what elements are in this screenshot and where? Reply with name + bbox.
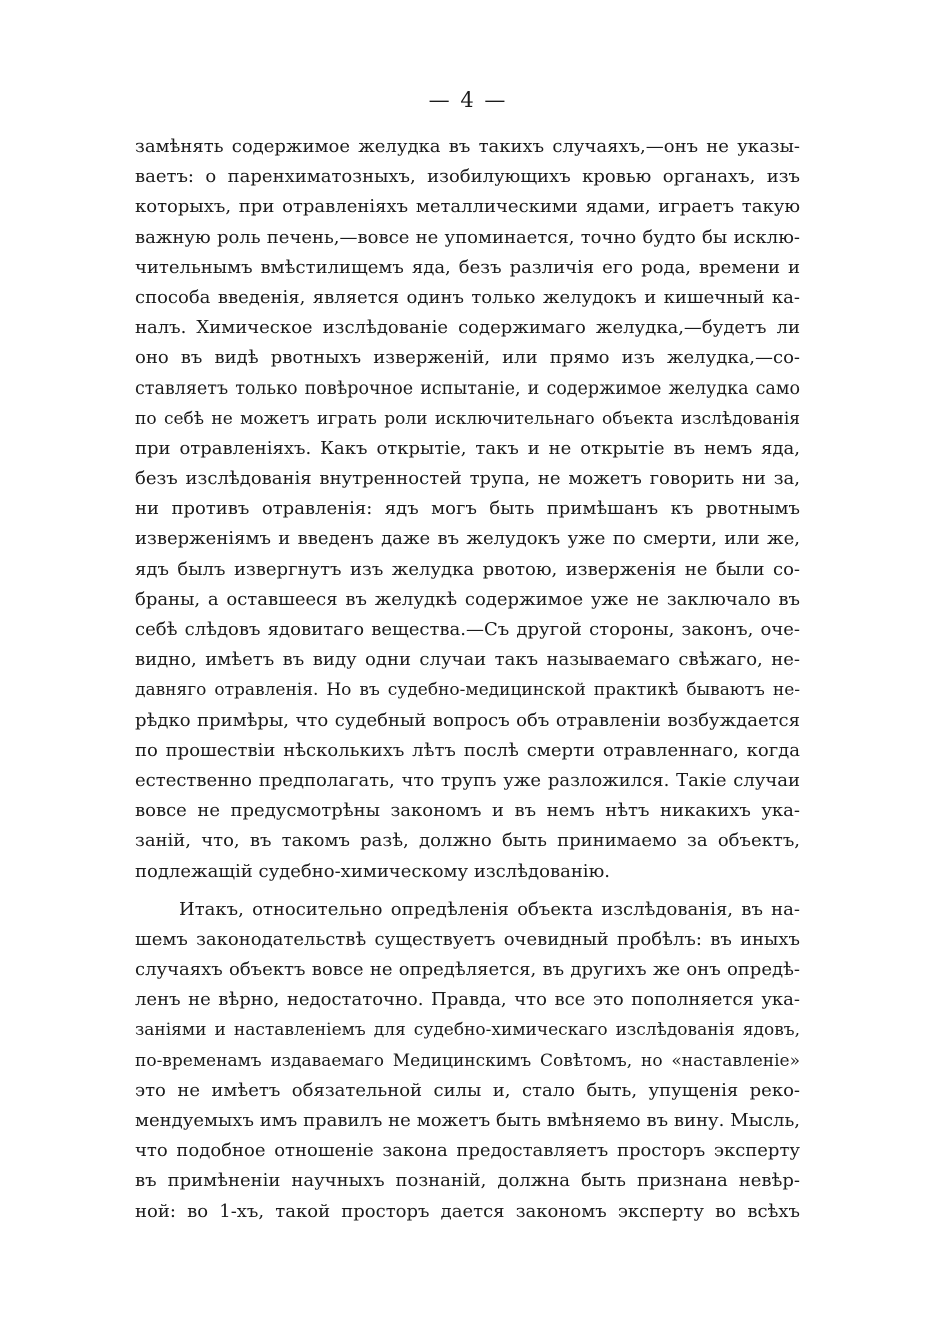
text-line: естественно предполагать, что трупъ уже разложился. Такіе случаи <box>135 769 800 791</box>
text-line: видно, имѣетъ въ виду одни случаи такъ называемаго свѣжаго, не- <box>135 649 800 671</box>
text-line: при отравленіяхъ. Какъ открытіе, такъ и не открытіе въ немъ яда, <box>135 437 800 459</box>
text-line: себѣ слѣдовъ ядовитаго вещества.—Съ другой стороны, законъ, оче- <box>135 619 800 640</box>
text-line: Итакъ, относительно опредѣленія объекта изслѣдованія, въ на- <box>179 898 800 920</box>
text-line: ядъ былъ извергнутъ изъ желудка рвотою, изверженія не были со- <box>135 558 800 580</box>
page-number: — 4 — <box>428 88 508 112</box>
text-line: мендуемыхъ имъ правилъ не можетъ быть вмѣняемо въ вину. Мысль, <box>135 1110 800 1131</box>
text-line: которыхъ, при отравленіяхъ металлическими ядами, играетъ такую <box>135 196 800 218</box>
text-line: вовсе не предусмотрѣны закономъ и въ немъ нѣтъ никакихъ ука- <box>135 800 800 822</box>
text-line: способа введенія, является одинъ только желудокъ и кишечный ка- <box>135 286 800 308</box>
text-line: браны, а оставшееся въ желудкѣ содержимое уже не заключало въ <box>135 588 800 610</box>
text-line: по себѣ не можетъ играть роли исключительнаго объекта изслѣдованія <box>135 408 800 429</box>
text-line: по прошествіи нѣсколькихъ лѣтъ послѣ смерти отравленнаго, когда <box>135 739 800 761</box>
text-line: это не имѣетъ обязательной силы и, стало быть, упущенія реко- <box>135 1079 800 1101</box>
text-line: чительнымъ вмѣстилищемъ яда, безъ различія его рода, времени и <box>135 256 800 278</box>
text-line: что подобное отношеніе закона предоставляетъ просторъ эксперту <box>135 1140 800 1162</box>
text-line: ставляетъ только повѣрочное испытаніе, и содержимое желудка само <box>135 378 800 399</box>
text-line: шемъ законодательствѣ существуетъ очевидный пробѣлъ: въ иныхъ <box>135 928 800 950</box>
text-line: случаяхъ объектъ вовсе не опредѣляется, въ другихъ же онъ опредѣ- <box>135 959 800 981</box>
text-line: ленъ не вѣрно, недостаточно. Правда, что все это пополняется ука- <box>135 989 800 1011</box>
text-line: безъ изслѣдованія внутренностей трупа, не можетъ говорить ни за, <box>135 468 800 490</box>
text-line: замѣнять содержимое желудка въ такихъ случаяхъ,—онъ не указы- <box>135 136 800 157</box>
text-line: давняго отравленія. Но въ судебно-медицинской практикѣ бываютъ не- <box>135 680 800 701</box>
text-line: изверженіямъ и введенъ даже въ желудокъ уже по смерти, или же, <box>135 528 800 550</box>
paragraph <box>135 895 800 1227</box>
text-line: заній, что, въ такомъ разѣ, должно быть принимаемо за объектъ, <box>135 830 800 852</box>
text-line: заніями и наставленіемъ для судебно-химическаго изслѣдованія ядовъ, <box>135 1020 800 1041</box>
text-line: налъ. Химическое изслѣдованіе содержимаго желудка,—будетъ ли <box>135 317 800 339</box>
text-line: ной: во 1-хъ, такой просторъ дается закономъ эксперту во всѣхъ <box>135 1200 800 1222</box>
text-line: въ примѣненіи научныхъ познаній, должна быть признана невѣр- <box>135 1170 800 1192</box>
text-line: важную роль печень,—вовсе не упоминается, точно будто бы исклю- <box>135 226 800 248</box>
text-line: оно въ видѣ рвотныхъ изверженій, или прямо изъ желудка,—со- <box>135 347 800 369</box>
text-line: рѣдко примѣры, что судебный вопросъ объ отравленіи возбуждается <box>135 709 800 731</box>
text-line: подлежащій судебно-химическому изслѣдованію. <box>135 860 610 882</box>
text-line: ваетъ: о паренхиматозныхъ, изобилующихъ кровью органахъ, изъ <box>135 166 800 188</box>
paragraph-gap <box>135 887 800 895</box>
text-line: ни противъ отравленія: ядъ могъ быть примѣшанъ къ рвотнымъ <box>135 498 800 520</box>
paragraph <box>135 132 800 887</box>
text-line: по-временамъ издаваемаго Медицинскимъ Совѣтомъ, но «наставленіе» <box>135 1050 800 1071</box>
text-body <box>135 132 800 1227</box>
